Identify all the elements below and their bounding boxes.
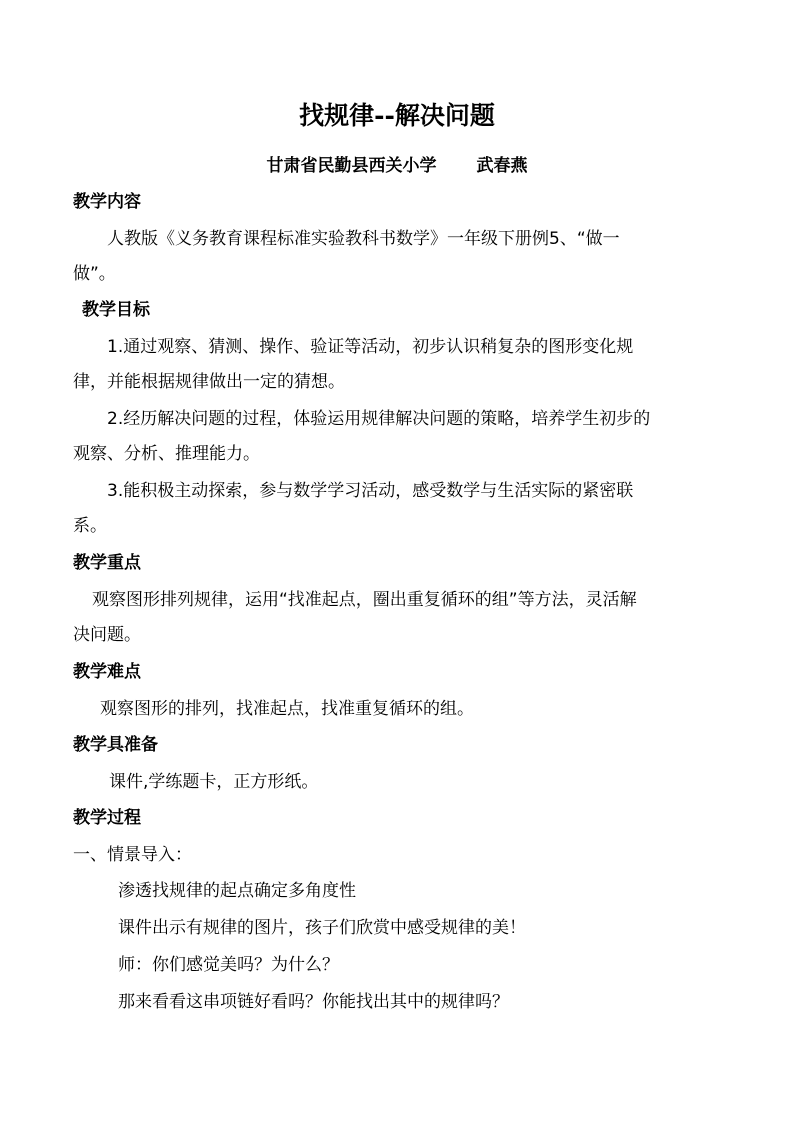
author-line — [0, 154, 794, 178]
process-sub-heading: 一、情景导入： — [73, 845, 192, 865]
process-line: 那来看看这串项链好看吗？你能找出其中的规律吗？ — [118, 992, 509, 1012]
section-heading-goals: 教学目标 — [82, 300, 150, 320]
process-line: 渗透找规律的起点确定多角度性 — [118, 881, 356, 901]
goal-line: 1.通过观察、猜测、操作、验证等活动，初步认识稍复杂的图形变化规 — [107, 337, 634, 357]
section-heading-materials: 教学具准备 — [73, 735, 158, 755]
section-heading-difficulties: 教学难点 — [73, 662, 141, 682]
author-name: 武春燕 — [476, 156, 528, 176]
section-heading-key-points: 教学重点 — [73, 553, 141, 573]
difficulty-line: 观察图形的排列，找准起点，找准重复循环的组。 — [100, 699, 474, 719]
key-point-line: 决问题。 — [73, 625, 141, 645]
materials-line: 课件,学练题卡，正方形纸。 — [109, 772, 319, 792]
author-school: 甘肃省民勤县西关小学 — [266, 156, 437, 176]
goal-line: 系。 — [73, 516, 107, 536]
section-heading-process: 教学过程 — [73, 808, 141, 828]
process-line: 课件出示有规律的图片，孩子们欣赏中感受规律的美！ — [118, 918, 526, 938]
process-line: 师：你们感觉美吗？为什么？ — [118, 955, 339, 975]
content-line: 做”。 — [73, 264, 116, 284]
goal-line: 观察、分析、推理能力。 — [73, 444, 260, 464]
section-heading-content: 教学内容 — [73, 192, 141, 212]
goal-line: 律，并能根据规律做出一定的猜想。 — [73, 372, 345, 392]
content-line: 人教版《义务教育课程标准实验教科书数学》一年级下册例5、“做一 — [107, 229, 620, 249]
document-title: 找规律--解决问题 — [299, 101, 495, 130]
goal-line: 2.经历解决问题的过程，体验运用规律解决问题的策略，培养学生初步的 — [107, 409, 651, 429]
goal-line: 3.能积极主动探索，参与数学学习活动，感受数学与生活实际的紧密联 — [107, 481, 634, 501]
key-point-line: 观察图形排列规律，运用“找准起点，圈出重复循环的组”等方法，灵活解 — [92, 590, 637, 610]
